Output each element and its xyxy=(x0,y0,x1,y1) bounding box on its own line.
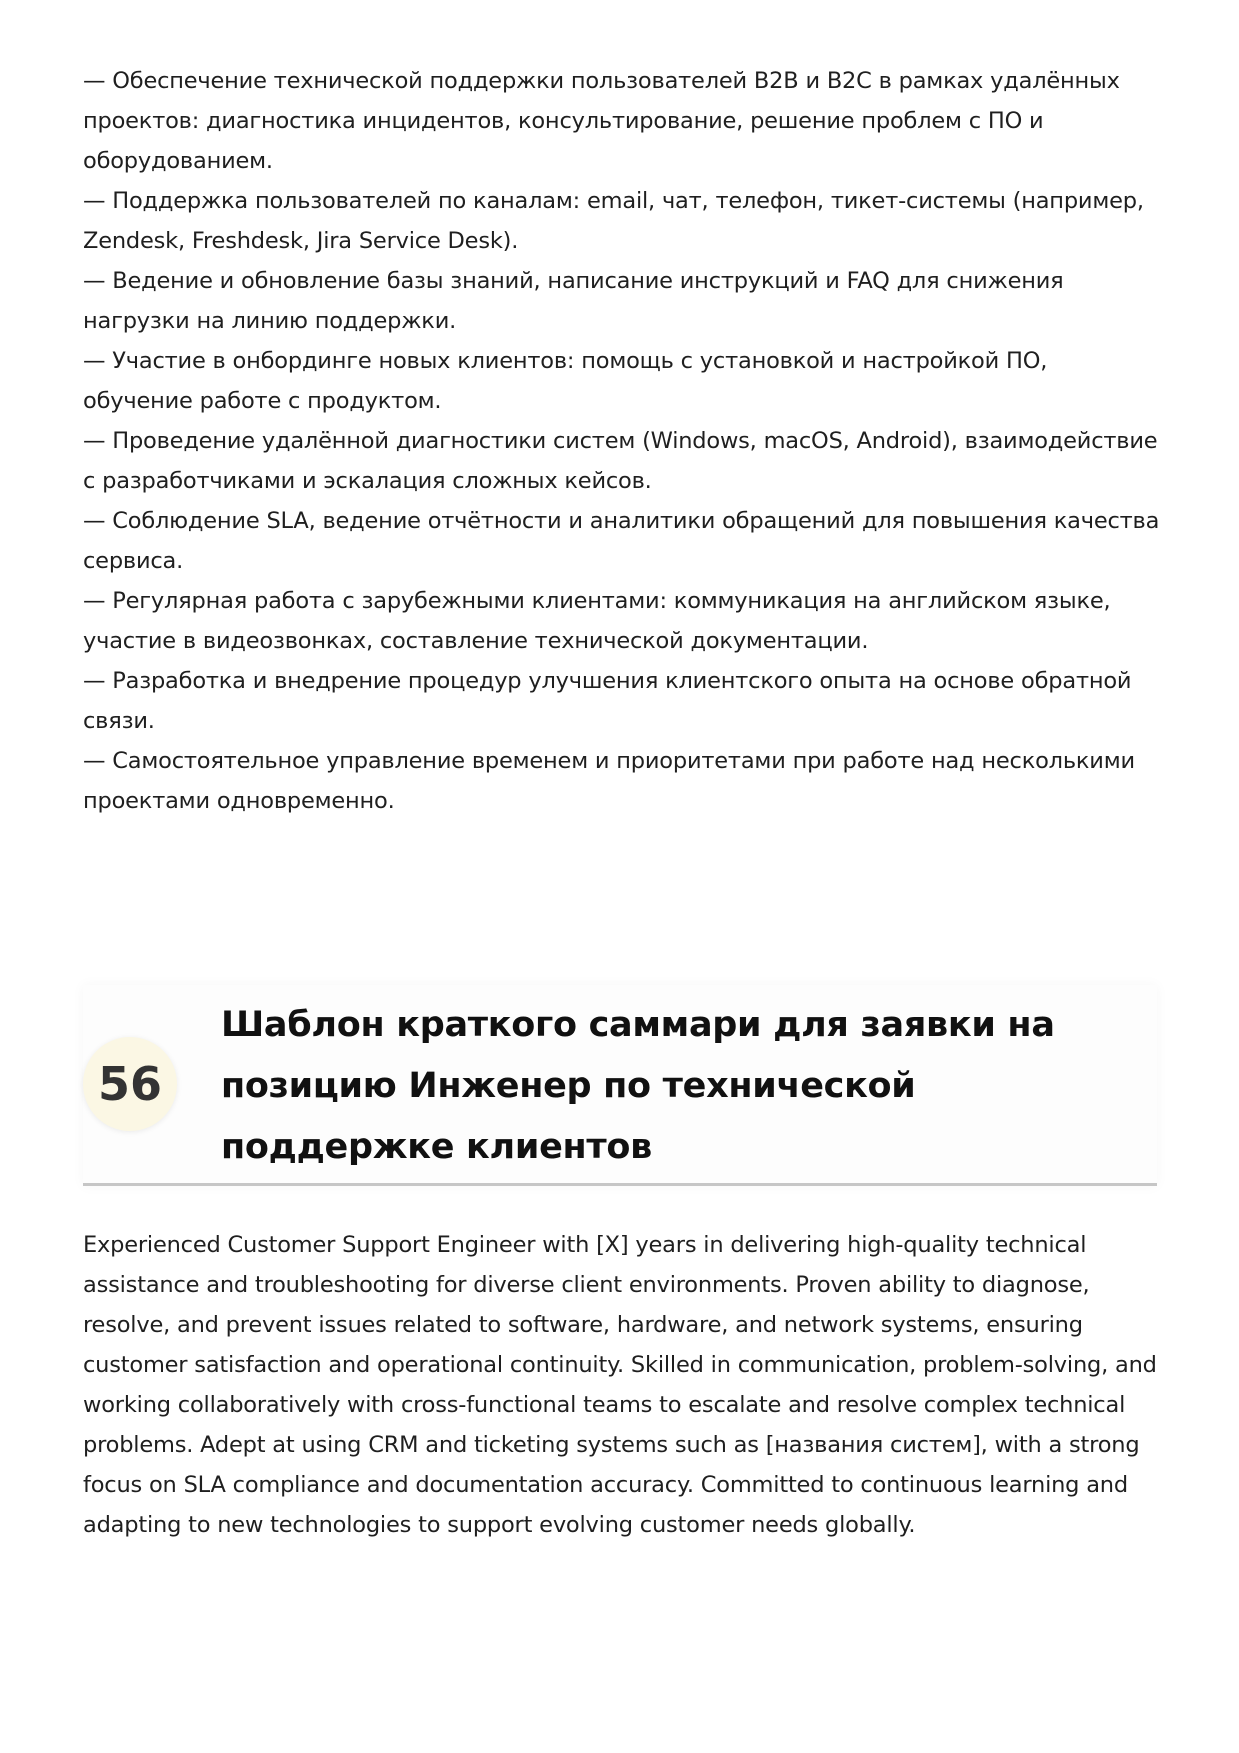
duty-item: — Обеспечение технической поддержки пользователей B2B и B2C в рамках удалённых проектов: диагностика инцидентов, консультирование, решение проблем с ПО и оборудованием. xyxy=(83,68,1120,174)
duty-item: — Регулярная работа с зарубежными клиентами: коммуникация на английском языке, участие в видеозвонках, составление технической документации. xyxy=(83,588,1111,654)
duty-item: — Ведение и обновление базы знаний, написание инструкций и FAQ для снижения нагрузки на линию поддержки. xyxy=(83,268,1064,334)
summary-paragraph: Experienced Customer Support Engineer with [X] years in delivering high-quality technical assistance and troubleshooting for diverse client environments. Proven ability to diagnose, resolve, and prevent issues related to software, hardware, and network systems, ensuring customer satisfaction and operational continuity. Skilled in communication, problem-solving, and working collaboratively with cross-functional teams to escalate and resolve complex technical problems. Adept at using CRM and ticketing systems such as [названия систем], with a strong focus on SLA compliance and documentation accuracy. Committed to continuous learning and adapting to new technologies to support evolving customer needs globally. xyxy=(83,1232,1157,1538)
duty-item: — Соблюдение SLA, ведение отчётности и аналитики обращений для повышения качества сервиса. xyxy=(83,508,1160,574)
duty-item: — Участие в онбординге новых клиентов: помощь с установкой и настройкой ПО, обучение работе с продуктом. xyxy=(83,348,1048,414)
section-title: Шаблон краткого саммари для заявки на позицию Инженер по технической поддержке клиентов xyxy=(221,1005,1055,1167)
section-header xyxy=(83,985,1157,1186)
section-number-badge: 56 xyxy=(83,1037,177,1131)
duty-item: — Поддержка пользователей по каналам: email, чат, телефон, тикет-системы (например, Zendesk, Freshdesk, Jira Service Desk). xyxy=(83,188,1144,254)
duty-item: — Проведение удалённой диагностики систем (Windows, macOS, Android), взаимодействие с разработчиками и эскалация сложных кейсов. xyxy=(83,428,1158,494)
duty-item: — Самостоятельное управление временем и приоритетами при работе над несколькими проектами одновременно. xyxy=(83,748,1135,814)
duties-list xyxy=(83,61,1163,821)
duty-item: — Разработка и внедрение процедур улучшения клиентского опыта на основе обратной связи. xyxy=(83,668,1132,734)
